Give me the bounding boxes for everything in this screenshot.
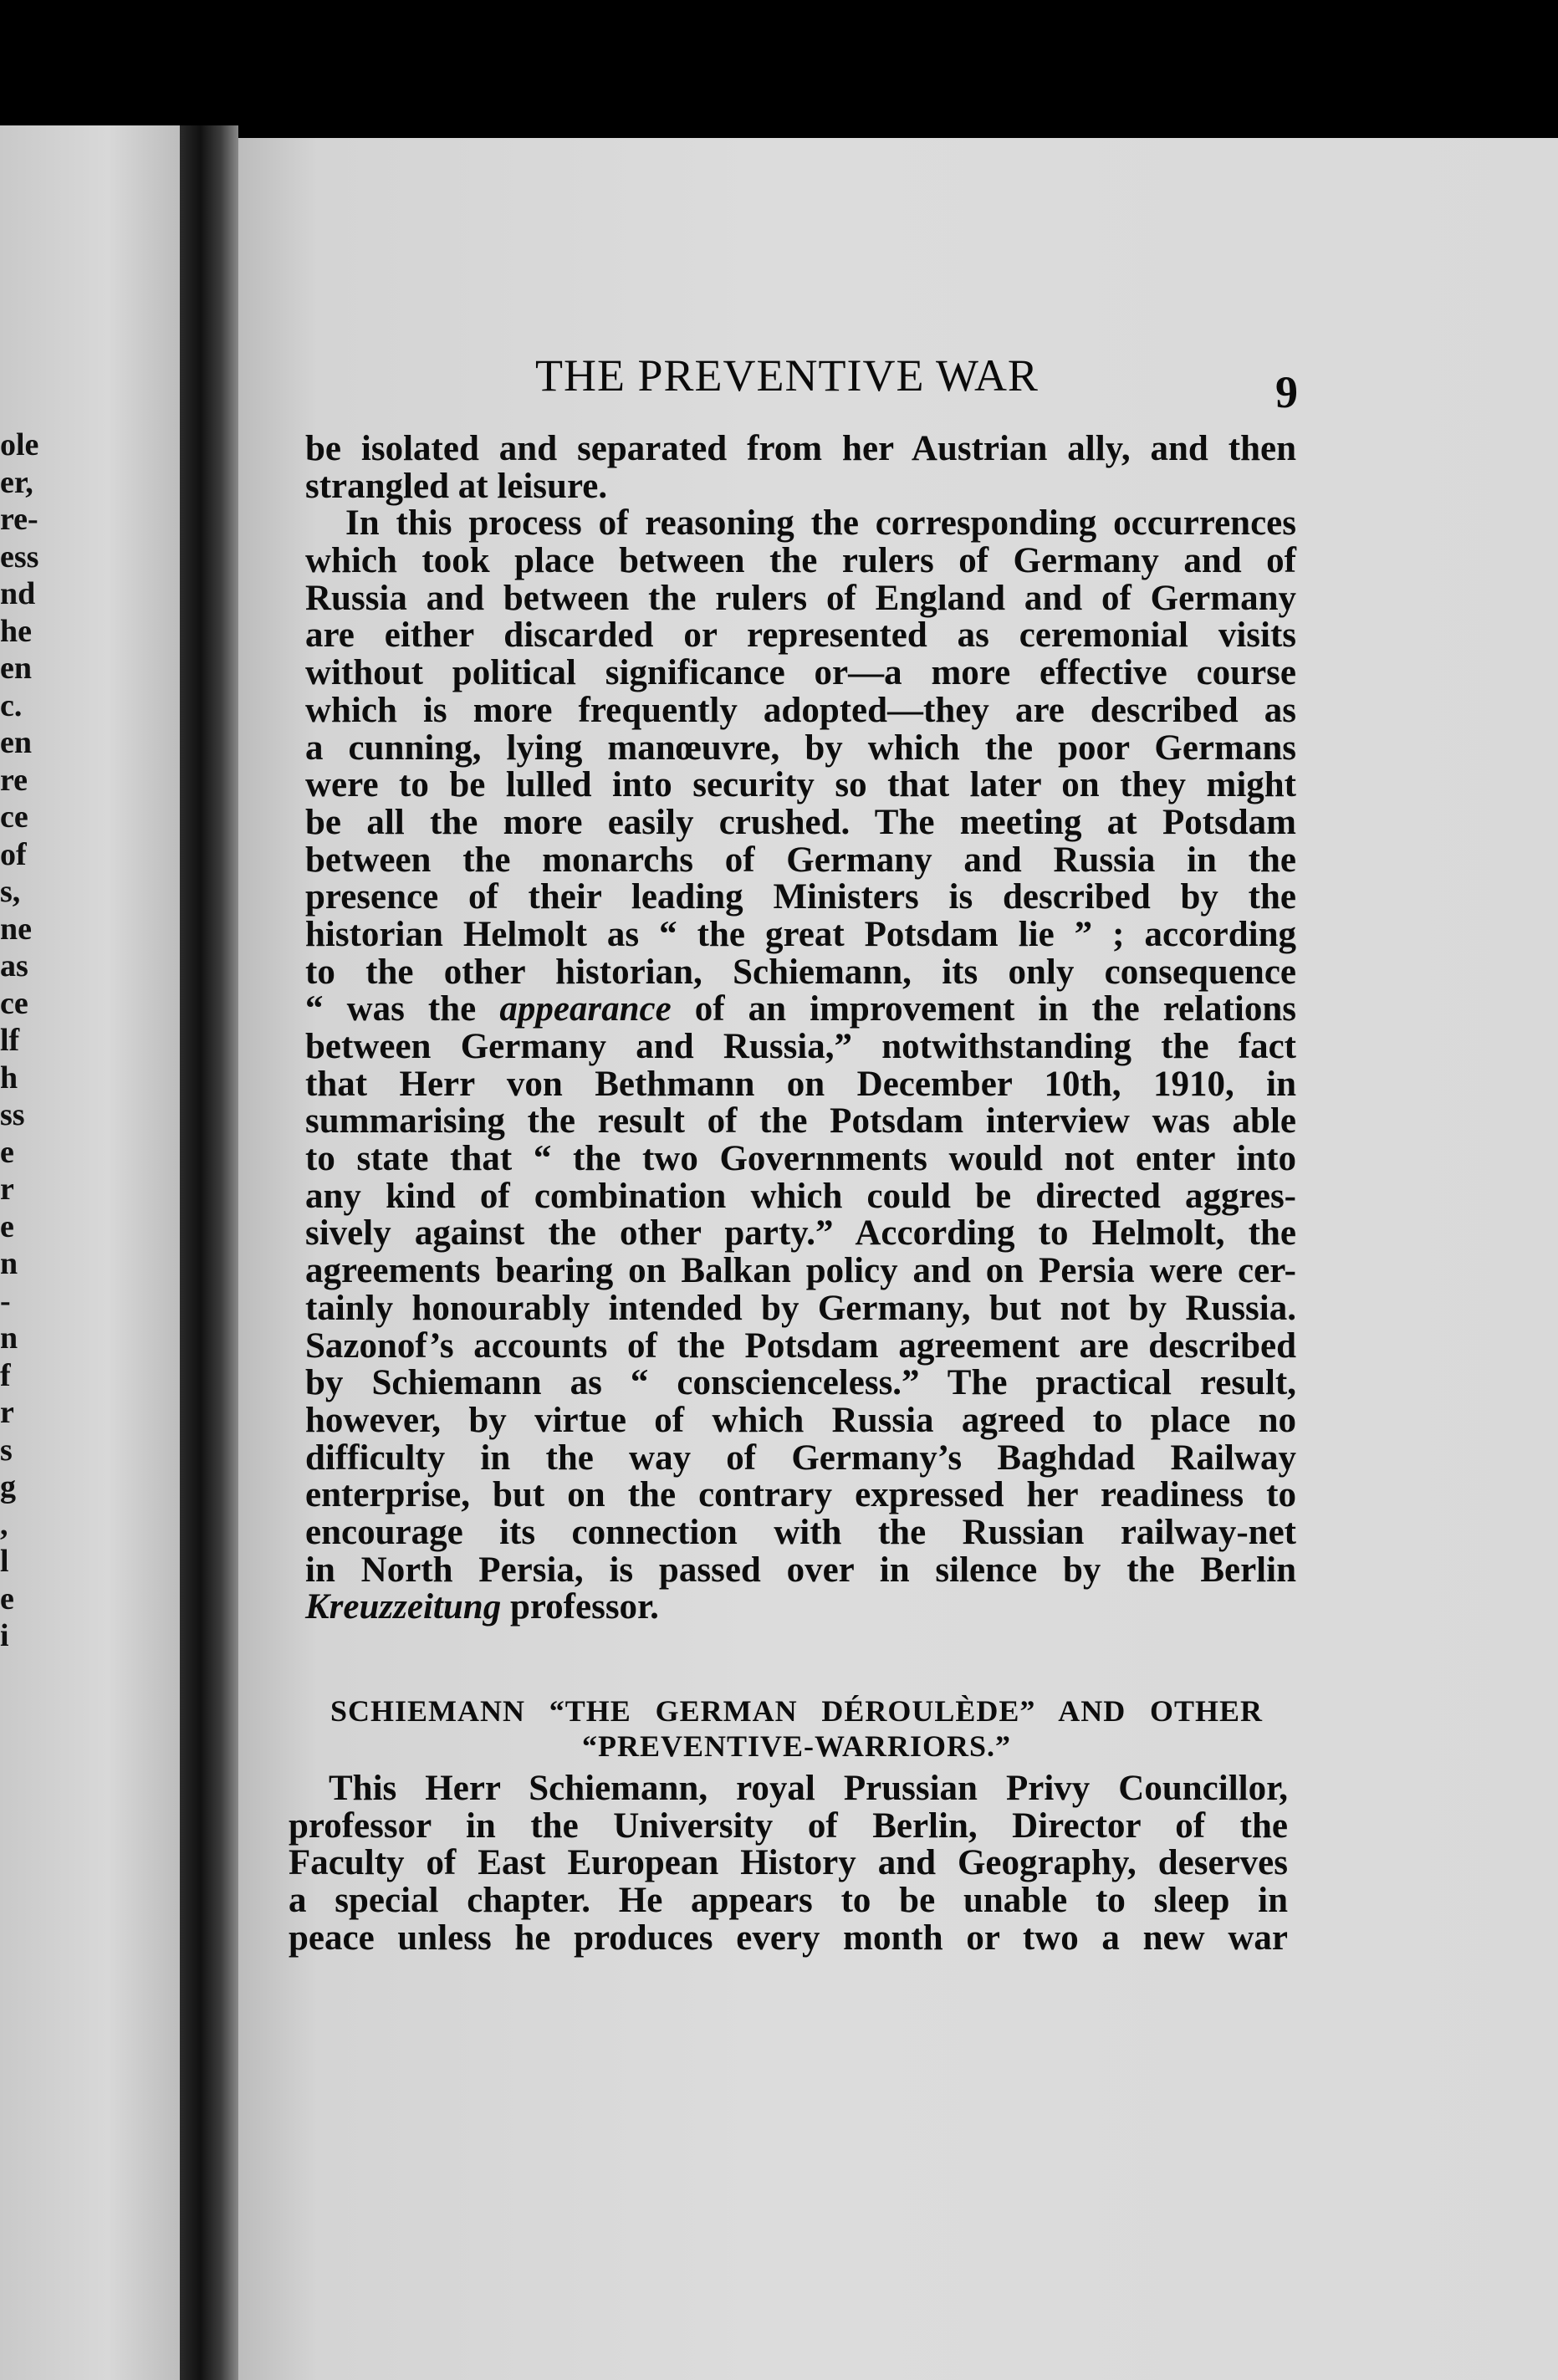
left-page-fragment: as	[0, 948, 28, 983]
left-page-fragment: of	[0, 836, 27, 872]
left-page-fragment: c.	[0, 687, 23, 723]
left-page-fragment: h	[0, 1060, 18, 1096]
italic-term: Kreuzzeitung	[305, 1587, 502, 1627]
text-line: historian Helmolt as “ the great Potsdam lie ” ; according	[305, 914, 1296, 954]
left-page-fragment: r	[0, 1172, 14, 1207]
text-line: to the other historian, Schiemann, its only consequence	[305, 952, 1296, 992]
text-line: peace unless he produces every month or two a new war	[289, 1918, 1288, 1958]
text-line: professor in the University of Berlin, Director of the	[289, 1805, 1288, 1846]
text-line: without political significance or—a more effective course	[305, 653, 1296, 693]
text-line: Russia and between the rulers of England and of Germany	[305, 578, 1296, 618]
left-page-fragment: ss	[0, 1097, 25, 1132]
text-run: “ was the	[305, 989, 500, 1029]
section-paragraph	[289, 1770, 1288, 1957]
text-line	[305, 991, 1296, 1029]
left-page-fragment: en	[0, 725, 32, 760]
left-page-fragment: ,	[0, 1506, 8, 1542]
left-page-fragment: e	[0, 1208, 14, 1244]
book-gutter	[180, 125, 238, 2380]
text-line: which is more frequently adopted—they are described as	[305, 690, 1296, 730]
text-line: to state that “ the two Governments would not enter into	[305, 1139, 1296, 1179]
text-line: This Herr Schiemann, royal Prussian Privy Councillor,	[329, 1769, 1288, 1808]
text-line: In this process of reasoning the corresponding occurrences	[345, 503, 1296, 544]
text-line: however, by virtue of which Russia agreed to place no	[305, 1400, 1296, 1440]
text-line: any kind of combination which could be directed aggres-	[305, 1176, 1296, 1216]
left-page-fragment: lf	[0, 1023, 20, 1058]
left-page-text-fragments	[0, 426, 59, 1655]
text-run: professor.	[501, 1587, 659, 1627]
left-page-fragment: ce	[0, 799, 28, 835]
text-line: be all the more easily crushed. The meeting at Potsdam	[305, 802, 1296, 842]
text-line: sively against the other party.” According to Helmolt, the	[305, 1213, 1296, 1254]
left-page-fragment: -	[0, 1283, 11, 1319]
text-line: be isolated and separated from her Austrian ally, and then	[305, 429, 1296, 468]
section-heading-line-2: “PREVENTIVE-WARRIORS.”	[581, 1729, 1012, 1763]
section-heading-line-1: SCHIEMANN “THE GERMAN DÉROULÈDE” AND OTHER	[330, 1694, 1263, 1728]
left-page-fragment: er,	[0, 464, 33, 500]
left-page-fragment: s	[0, 1432, 13, 1468]
left-page-fragment: e	[0, 1134, 14, 1170]
left-page-fragment: s,	[0, 874, 21, 909]
text-line: Sazonof’s accounts of the Potsdam agreement are described	[305, 1325, 1296, 1366]
text-line: encourage its connection with the Russian railway-net	[305, 1512, 1296, 1552]
text-line: difficulty in the way of Germany’s Baghdad Railway	[305, 1438, 1296, 1478]
body-text	[305, 431, 1296, 1627]
left-page-fragment: i	[0, 1618, 9, 1653]
text-line: by Schiemann as “ conscienceless.” The practical result,	[305, 1363, 1296, 1403]
left-page-fragment: nd	[0, 576, 36, 611]
text-line: were to be lulled into security so that later on they might	[305, 765, 1296, 805]
text-line: which took place between the rulers of Germany and of	[305, 541, 1296, 581]
text-line: between the monarchs of Germany and Russia in the	[305, 840, 1296, 880]
left-page-fragment: ce	[0, 985, 28, 1021]
text-line: agreements bearing on Balkan policy and on Persia were cer-	[305, 1251, 1296, 1291]
text-run: of an improvement in the relations	[671, 989, 1296, 1029]
section-heading	[330, 1693, 1263, 1764]
left-page-fragment: re	[0, 762, 28, 798]
left-page-fragment: n	[0, 1320, 18, 1356]
left-page-fragment: g	[0, 1469, 16, 1504]
left-page-fragment: n	[0, 1246, 18, 1281]
text-line: that Herr von Bethmann on December 10th, 1910, in	[305, 1064, 1296, 1104]
left-page-fragment: ne	[0, 911, 32, 947]
text-line: in North Persia, is passed over in silence by the Berlin	[305, 1550, 1296, 1590]
text-line: presence of their leading Ministers is described by the	[305, 877, 1296, 917]
left-page-fragment: en	[0, 651, 32, 686]
text-line: between Germany and Russia,” notwithstanding the fact	[305, 1027, 1296, 1066]
text-line: Faculty of East European History and Geography, deserves	[289, 1843, 1288, 1883]
left-page-fragment: f	[0, 1357, 11, 1393]
italic-term: appearance	[499, 989, 672, 1029]
text-line: strangled at leisure.	[305, 466, 608, 506]
left-page-fragment: r	[0, 1395, 14, 1430]
text-line	[305, 1589, 1296, 1627]
left-page-fragment: ess	[0, 539, 39, 575]
page-number: 9	[1275, 367, 1298, 417]
left-page-fragment: l	[0, 1544, 9, 1579]
text-line: enterprise, but on the contrary expressed her readiness to	[305, 1475, 1296, 1515]
text-line: a cunning, lying manœuvre, by which the poor Germans	[305, 728, 1296, 768]
left-page-fragment: he	[0, 613, 32, 649]
text-line: summarising the result of the Potsdam interview was able	[305, 1101, 1296, 1141]
text-line: a special chapter. He appears to be unable to sleep in	[289, 1881, 1288, 1921]
left-page-fragment: e	[0, 1581, 14, 1616]
text-line: tainly honourably intended by Germany, but not by Russia.	[305, 1288, 1296, 1328]
left-page-fragment: ole	[0, 427, 39, 462]
running-head: THE PREVENTIVE WAR	[535, 350, 1039, 401]
left-page-fragment: re-	[0, 502, 38, 537]
text-line: are either discarded or represented as ceremonial visits	[305, 615, 1296, 656]
